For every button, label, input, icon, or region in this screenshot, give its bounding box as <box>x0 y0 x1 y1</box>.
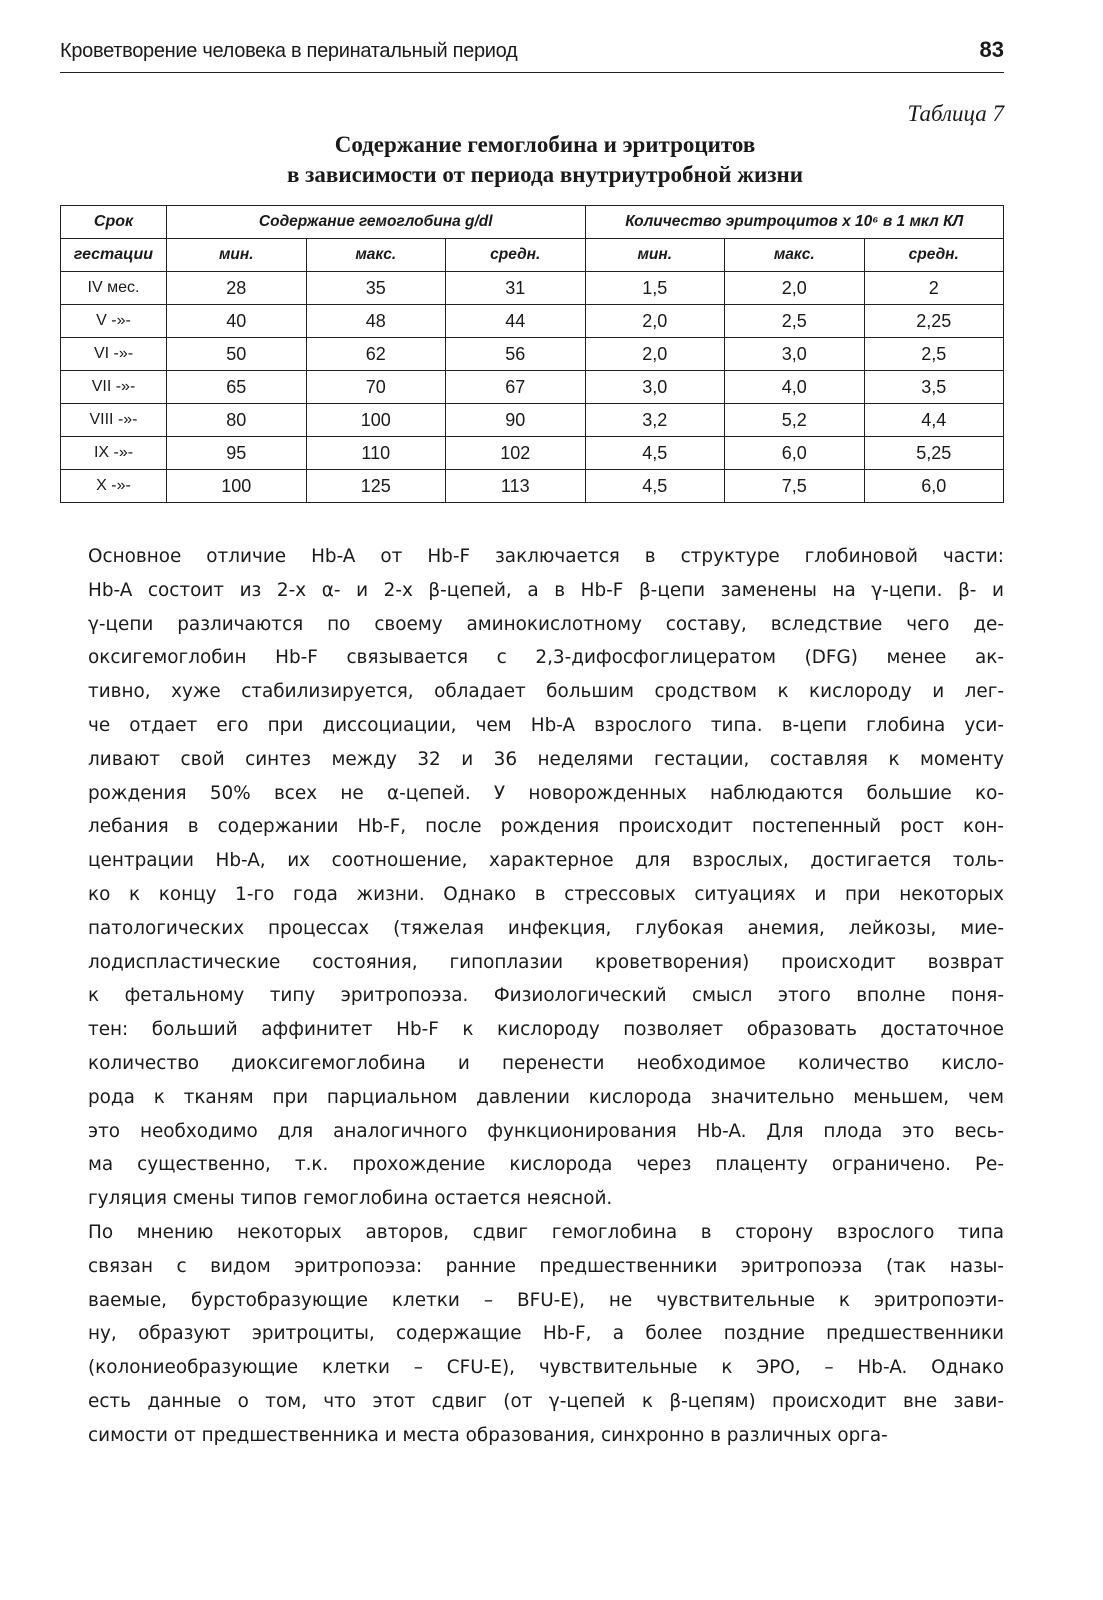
running-title: Кроветворение человека в перинатальный период <box>60 40 518 62</box>
text-line: лодиспластические состояния, гипоплазии кроветворения) происходит возврат <box>88 951 1004 973</box>
value-cell: 2,25 <box>864 305 1004 338</box>
paragraph-1 <box>88 540 1004 1216</box>
text-line: связан с видом эритропоэза: ранние предшественники эритропоэза (так назы- <box>88 1255 1004 1277</box>
table-title-line-2: в зависимости от периода внутриутробной жизни <box>287 162 803 187</box>
value-cell: 125 <box>306 470 446 503</box>
text-line: ваемые, бурстобразующие клетки – BFU-E), не чувствительные к эритропоэти- <box>88 1289 1004 1311</box>
value-cell: 100 <box>167 470 307 503</box>
text-line: Hb-A состоит из 2-х α- и 2-х β-цепей, а в Hb-F β-цепи заменены на γ-цепи. β- и <box>88 579 1004 601</box>
text-line: симости от предшественника и места образования, синхронно в различных орга- <box>88 1424 888 1446</box>
running-header <box>60 32 1004 73</box>
text-line: гуляция смены типов гемоглобина остается неясной. <box>88 1188 613 1210</box>
value-cell: 35 <box>306 272 446 305</box>
header-gestation-line-2: гестации <box>61 239 167 272</box>
text-line: γ-цепи различаются по своему аминокислотному составу, вследствие чего де- <box>88 613 1004 635</box>
value-cell: 4,4 <box>864 404 1004 437</box>
header-ery-min: мин. <box>585 239 725 272</box>
text-line: тен: больший аффинитет Hb-F к кислороду позволяет образовать достаточное <box>88 1019 1004 1041</box>
text-line: к фетальному типу эритропоэза. Физиологический смысл этого вполне поня- <box>88 985 1004 1007</box>
value-cell: 2,0 <box>725 272 865 305</box>
text-line: количество диоксигемоглобина и перенести необходимое количество кисло- <box>88 1052 1004 1074</box>
header-hb-min: мин. <box>167 239 307 272</box>
gestation-period-cell: IX -»- <box>61 437 167 470</box>
header-hb-avg: средн. <box>446 239 586 272</box>
value-cell: 65 <box>167 371 307 404</box>
value-cell: 110 <box>306 437 446 470</box>
value-cell: 48 <box>306 305 446 338</box>
value-cell: 2,0 <box>585 338 725 371</box>
value-cell: 4,5 <box>585 470 725 503</box>
table-row <box>61 404 1004 437</box>
header-erythrocytes-group: Количество эритроцитов х 10⁶ в 1 мкл КЛ <box>585 206 1004 239</box>
value-cell: 67 <box>446 371 586 404</box>
value-cell: 40 <box>167 305 307 338</box>
gestation-period-cell: VII -»- <box>61 371 167 404</box>
value-cell: 100 <box>306 404 446 437</box>
value-cell: 4,5 <box>585 437 725 470</box>
text-line: тивно, хуже стабилизируется, обладает большим сродством к кислороду и лег- <box>88 681 1004 703</box>
header-ery-avg: средн. <box>864 239 1004 272</box>
page-number: 83 <box>979 37 1004 62</box>
value-cell: 3,0 <box>585 371 725 404</box>
table-row <box>61 338 1004 371</box>
value-cell: 2,0 <box>585 305 725 338</box>
header-ery-max: макс. <box>725 239 865 272</box>
text-line: (колониеобразующие клетки – CFU-E), чувствительные к ЭРО, – Hb-A. Однако <box>88 1357 1004 1379</box>
text-line: центрации Hb-A, их соотношение, характерное для взрослых, достигается толь- <box>88 850 1004 872</box>
gestation-period-cell: V -»- <box>61 305 167 338</box>
value-cell: 102 <box>446 437 586 470</box>
value-cell: 2,5 <box>864 338 1004 371</box>
value-cell: 90 <box>446 404 586 437</box>
text-line: По мнению некоторых авторов, сдвиг гемоглобина в сторону взрослого типа <box>88 1221 1004 1243</box>
value-cell: 5,25 <box>864 437 1004 470</box>
header-hb-max: макс. <box>306 239 446 272</box>
value-cell: 31 <box>446 272 586 305</box>
value-cell: 2,5 <box>725 305 865 338</box>
text-line: че отдает его при диссоциации, чем Hb-A взрослого типа. в-цепи глобина уси- <box>88 714 1004 736</box>
header-hemoglobin-group: Содержание гемоглобина g/dl <box>167 206 586 239</box>
gestation-period-cell: VIII -»- <box>61 404 167 437</box>
text-line: ко к концу 1-го года жизни. Однако в стрессовых ситуациях и при некоторых <box>88 883 1004 905</box>
text-line: рода к тканям при парциальном давлении кислорода значительно меньшем, чем <box>88 1086 1004 1108</box>
text-line: есть данные о том, что этот сдвиг (от γ-цепей к β-цепям) происходит вне зави- <box>88 1390 1004 1412</box>
value-cell: 6,0 <box>725 437 865 470</box>
value-cell: 6,0 <box>864 470 1004 503</box>
value-cell: 113 <box>446 470 586 503</box>
table-row <box>61 305 1004 338</box>
value-cell: 3,2 <box>585 404 725 437</box>
table-row <box>61 470 1004 503</box>
text-line: оксигемоглобин Hb-F связывается с 2,3-дифосфоглицератом (DFG) менее ак- <box>88 647 1004 669</box>
value-cell: 5,2 <box>725 404 865 437</box>
gestation-period-cell: X -»- <box>61 470 167 503</box>
gestation-period-cell: VI -»- <box>61 338 167 371</box>
value-cell: 7,5 <box>725 470 865 503</box>
value-cell: 28 <box>167 272 307 305</box>
table-header-row-2 <box>61 239 1004 272</box>
value-cell: 56 <box>446 338 586 371</box>
header-gestation-line-1: Срок <box>61 206 167 239</box>
value-cell: 62 <box>306 338 446 371</box>
text-line: Основное отличие Hb-A от Hb-F заключается в структуре глобиновой части: <box>88 546 1004 567</box>
value-cell: 44 <box>446 305 586 338</box>
text-line: рождения 50% всех не α-цепей. У новорожденных наблюдаются большие ко- <box>88 782 1004 804</box>
text-line: ливают свой синтез между 32 и 36 неделями гестации, составляя к моменту <box>88 748 1004 770</box>
text-line: лебания в содержании Hb-F, после рождения происходит постепенный рост кон- <box>88 816 1004 838</box>
text-line: это необходимо для аналогичного функционирования Hb-A. Для плода это весь- <box>88 1120 1004 1142</box>
value-cell: 3,0 <box>725 338 865 371</box>
table-number: Таблица 7 <box>907 101 1004 126</box>
value-cell: 50 <box>167 338 307 371</box>
table-row <box>61 437 1004 470</box>
table-title-line-1: Содержание гемоглобина и эритроцитов <box>334 132 756 157</box>
gestation-period-cell: IV мес. <box>61 272 167 305</box>
value-cell: 80 <box>167 404 307 437</box>
table-row <box>61 371 1004 404</box>
text-line: патологических процессах (тяжелая инфекция, глубокая анемия, лейкозы, мие- <box>88 917 1004 939</box>
value-cell: 70 <box>306 371 446 404</box>
value-cell: 4,0 <box>725 371 865 404</box>
table-header-row-1 <box>61 206 1004 239</box>
text-line: ма существенно, т.к. прохождение кислорода через плаценту ограничено. Ре- <box>88 1154 1004 1176</box>
paragraph-2 <box>88 1216 1004 1453</box>
text-line: ну, образуют эритроциты, содержащие Hb-F, а более поздние предшественники <box>88 1323 1004 1345</box>
value-cell: 1,5 <box>585 272 725 305</box>
hemoglobin-erythrocyte-table <box>60 205 1004 503</box>
table-row <box>61 272 1004 305</box>
value-cell: 2 <box>864 272 1004 305</box>
body-text <box>88 540 1004 1453</box>
value-cell: 3,5 <box>864 371 1004 404</box>
value-cell: 95 <box>167 437 307 470</box>
